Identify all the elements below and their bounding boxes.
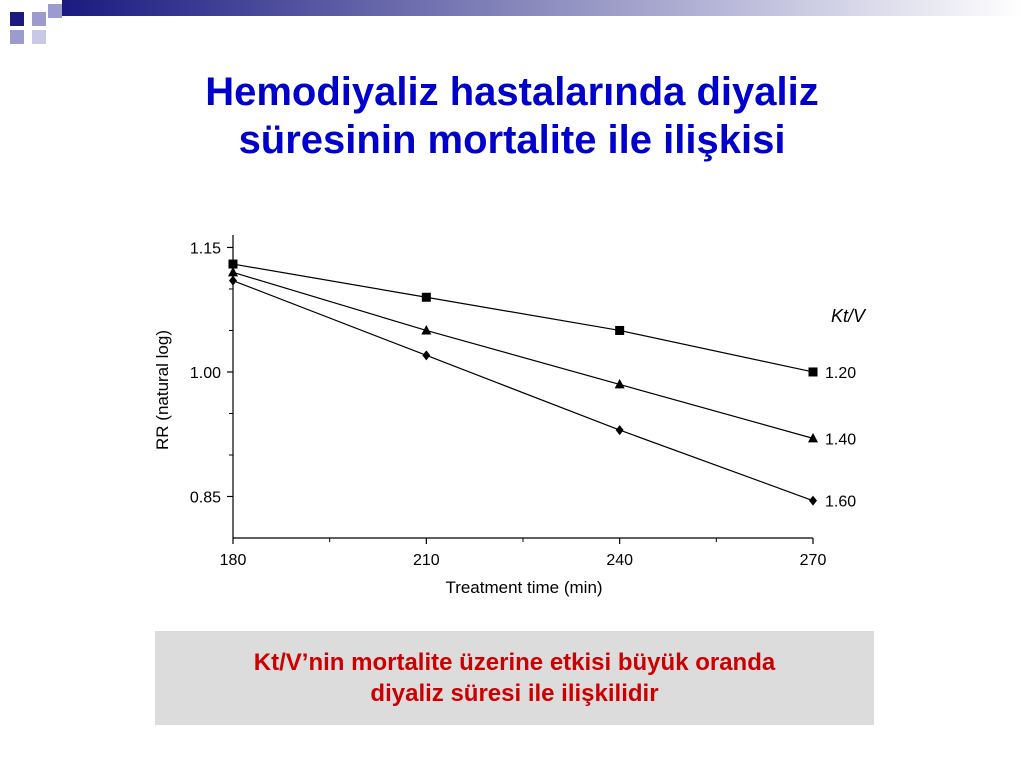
slide-title-line-2: süresinin mortalite ile ilişkisi (238, 118, 786, 162)
slide-title (60, 68, 964, 164)
data-point (615, 326, 624, 335)
slide-decoration (0, 0, 1024, 50)
note-line-1: Kt/V’nin mortalite üzerine etkisi büyük oranda (253, 649, 776, 676)
note-box (155, 631, 874, 725)
slide-title-line-1: Hemodiyaliz hastalarında diyaliz (205, 70, 819, 114)
series-1.40 (228, 267, 856, 449)
series-line (233, 272, 813, 438)
data-point (422, 293, 431, 302)
series-1.20 (229, 260, 857, 382)
data-point (616, 425, 624, 435)
series-label: 1.40 (825, 431, 857, 449)
x-tick-label: 240 (606, 552, 634, 569)
rr-line-chart (140, 220, 900, 610)
y-tick-label: 1.15 (189, 240, 221, 258)
data-point (422, 350, 430, 360)
data-point (229, 276, 237, 286)
y-tick-label: 0.85 (189, 489, 221, 507)
data-point (809, 367, 818, 376)
series-label: 1.20 (825, 364, 857, 382)
y-axis-label: RR (natural log) (153, 330, 172, 450)
x-axis-label: Treatment time (min) (445, 578, 603, 597)
series-label: 1.60 (825, 493, 857, 511)
series-1.60 (229, 276, 856, 511)
data-point (809, 496, 817, 506)
chart-series (228, 260, 856, 511)
x-tick-label: 210 (412, 552, 440, 569)
x-tick-label: 270 (799, 552, 827, 569)
chart-axes (190, 235, 827, 569)
series-line (233, 264, 813, 372)
y-tick-label: 1.00 (189, 364, 221, 382)
x-tick-label: 180 (219, 552, 247, 569)
legend-title: Kt/V (830, 306, 865, 326)
note-line-2: diyaliz süresi ile ilişkilidir (370, 680, 659, 707)
